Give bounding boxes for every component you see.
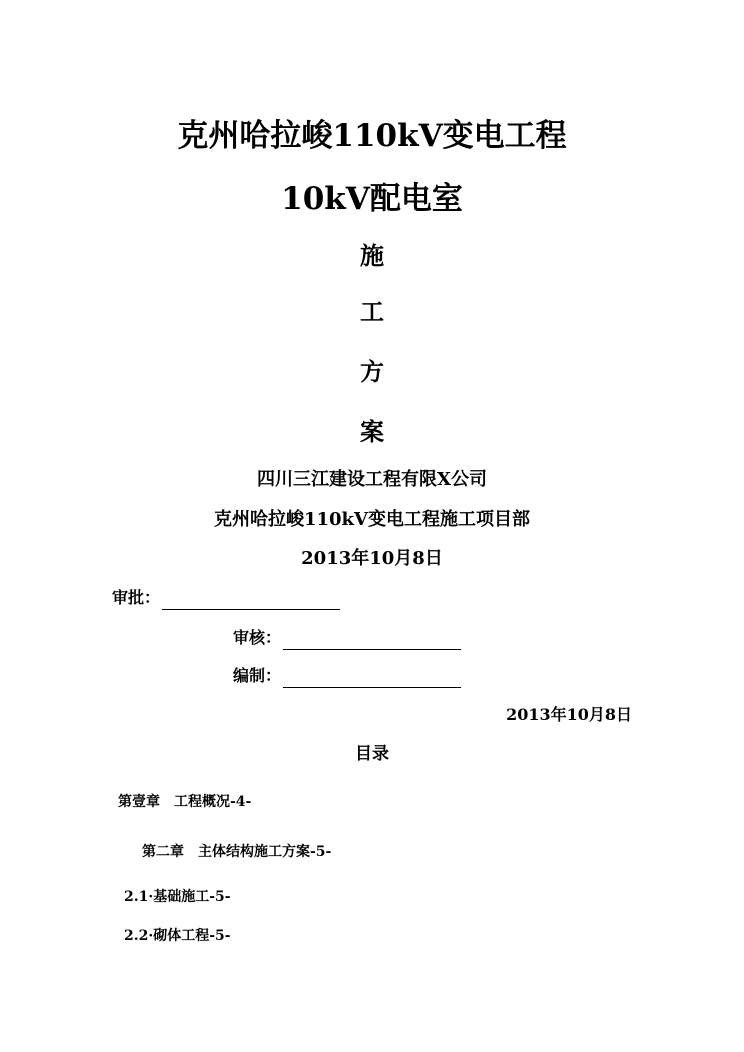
document-title-line2: 10kV配电室	[281, 181, 463, 217]
compile-signature-row	[233, 664, 461, 688]
toc-entry-text: 主体结构施工方案-5-	[198, 844, 332, 860]
toc-entry-text: 2.1·基础施工-5-	[124, 889, 231, 905]
signature-date: 2013年10月8日	[506, 705, 632, 724]
toc-item-section-2-1[interactable]	[124, 887, 231, 907]
review-signature-row	[233, 626, 461, 650]
approve-signature-row	[112, 586, 340, 610]
review-label: 审核：	[233, 628, 282, 647]
vertical-title-char-4: 案	[360, 417, 384, 446]
cover-date: 2013年10月8日	[301, 548, 443, 569]
vertical-title-char-3: 方	[360, 357, 384, 386]
compile-signature-line	[283, 669, 461, 688]
vertical-title-char-2: 工	[360, 297, 384, 326]
review-signature-line	[283, 631, 461, 650]
toc-chapter-number: 第二章	[142, 844, 184, 860]
toc-chapter-number: 第壹章	[118, 794, 160, 810]
toc-item-chapter-1[interactable]	[118, 792, 251, 812]
toc-item-chapter-2[interactable]	[142, 842, 331, 862]
toc-entry-text: 工程概况-4-	[174, 794, 252, 810]
toc-item-section-2-2[interactable]	[124, 926, 231, 946]
approve-label: 审批：	[112, 588, 161, 607]
project-department: 克州哈拉峻110kV变电工程施工项目部	[213, 509, 530, 530]
compile-label: 编制：	[233, 666, 282, 685]
company-name: 四川三江建设工程有限X公司	[257, 469, 487, 490]
toc-entry-text: 2.2·砌体工程-5-	[124, 928, 231, 944]
document-title-line1: 克州哈拉峻110kV变电工程	[177, 118, 567, 154]
toc-title: 目录	[355, 744, 389, 764]
vertical-title-char-1: 施	[360, 241, 384, 270]
approve-signature-line	[162, 591, 340, 610]
